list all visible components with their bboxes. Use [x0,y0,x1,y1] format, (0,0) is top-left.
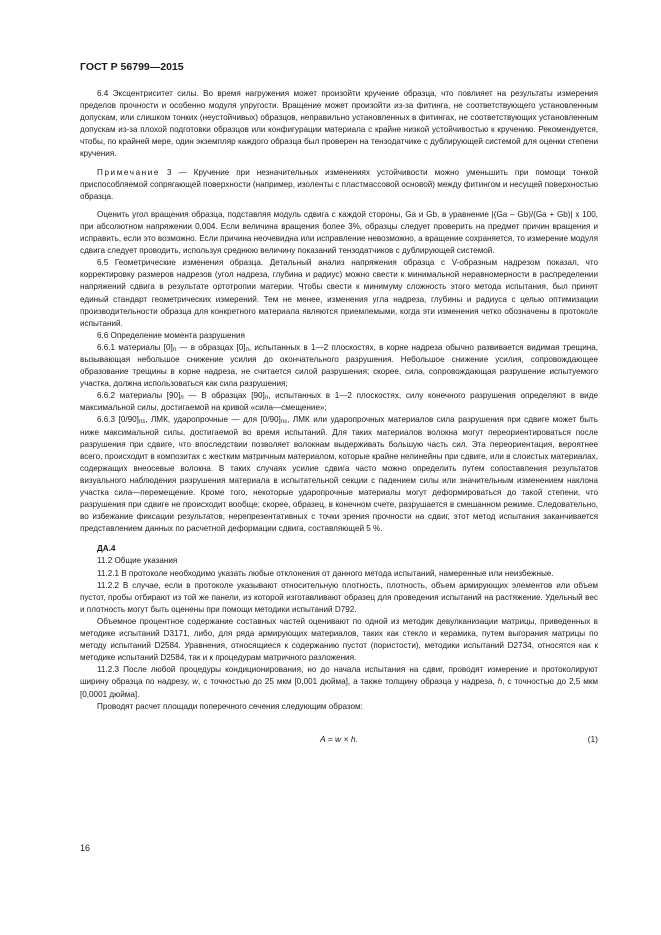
para-11-2-2: 11.2.2 В случае, если в протоколе указывают относительную плотность, плотность, объем армирующих элементов или объем пустот, пробы отбирают из той же панели, из которой изготавливают образец для проведения испытаний на растяжение. Удельный вес и плотность могут быть оценены при помощи методики испытаний D792. [80,580,598,614]
page-number: 16 [80,843,91,853]
note-text: 3 — Кручение при незначительных изменениях устойчивости можно уменьшить при помощи тонкой приспособляемой сопрягающей поверхности (например, изоленты с пластмассовой основой) между фитингом и несущей поверхностью образца. [80,167,598,201]
para-11-2-1: 11.2.1 В протоколе необходимо указать любые отклонения от данного метода испытаний, намеренные или неизбежные. [97,568,554,578]
para-6-6-3: 6.6.3 $[0/90]_{ns}$, ЛМК, ударопрочные — для $[0/90]_{ns}$, ЛМК или ударопрочных материалов сила разрушения при сдвиге может быть ниже максимальной силы, достигаемой во время испытаний. Для таких материалов волокна могут переориентироваться после разрушения при сдвиге, что впоследствии позволяет волокнам выдерживать большую часть сил. Эта переориентация, вероятнее всего, происходит в композитах с жестким матричным материалом, которые крайне нелинейны при сдвиге, или в слоистых материалах, содержащих внеосевые волокна. В таких случаях усилие сдвига часто можно определить путем сопоставления результатов визуального наблюдения разрушения материала в испытательной секции с падением силы или значительным изменением наклона участка сила—перемещение. Кроме того, некоторые ударопрочные материалы могут деформироваться до такой степени, что разрушения при сдвиге не происходит вообще; скорее, образец, в конечном счете, разрушается в смешанном режиме. Следовательно, во избежание фиксации результатов, нерепрезентативных с точки зрения прочности на сдвиг, этот метод испытания заканчивается представлением данных по расчетной деформации сдвига, составляющей 5 %. [80,415,598,534]
para-6-6: 6.6 Определение момента разрушения [97,330,245,340]
formula-1 [80,733,598,749]
formula-expression: A = w × h. [320,733,358,744]
section-heading: ДА.4 [97,544,116,554]
standard-header: ГОСТ Р 56799—2015 [80,61,184,73]
document-body [80,88,598,749]
para-6-4: 6.4 Эксцентриситет силы. Во время нагружения может произойти кручение образца, что повлияет на результаты измерения пределов прочности и особенно модуля упругости. Вращение может произойти из-за фитинга, не соответствующего установленным допускам, или слишком тонких (неустойчивых) образцов, неправильно установленных в фитингах, не соответствующих установленным допускам из-за плохой подготовки образцов или конфигурации материала с крайне низкой устойчивостью к кручению. Рекомендуется, чтобы, по крайней мере, один экземпляр каждого образца был проверен на тензодатчике с дублирующей системой для оценки степени кручения. [80,89,598,159]
para-6-6-2: 6.6.2 материалы $[90]_n$ — В образцах $[90]_n$, испытанных в 1—2 плоскостях, силу конечного разрушения определяют в виде максимальной силы, достигаемой на кривой «сила—смещение»; [80,391,598,413]
para-rotation: Оценить угол вращения образца, подставляя модуль сдвига с каждой стороны, Ga и Gb, в уравнение |(Ga – Gb)/(Ga + Gb)| x 100, при абсолютном напряжении 0,004. Если величина вращения более 3%, образцы следует проверить на предмет причин вращения и исправить, если это возможно. Если причина неочевидна или исправление невозможно, а вращение сохраняется, то измерение модуля сдвига следует проводить, используя среднюю величину показаний тензодатчиков с дублирующей системой. [80,209,599,256]
note-3 [80,167,598,203]
para-11-2-3: 11.2.3 После любой процедуры кондиционирования, но до начала испытания на сдвиг, проводят измерение и протоколируют ширину образца по надрезу, w, с точностью до 25 мкм [0,001 дюйма], а также толщину образца у надреза, h, с точностью до 2,5 мкм [0,0001 дюйма]. [80,665,598,699]
para-volume: Объемное процентное содержание составных частей оценивают по одной из методик девулканизации матрицы, приведенных в методике испытаний D3171, либо, для ряда армирующих материалов, таких как стекло и керамика, путем выгорания матрицы по методу испытаний D2584. Уравнения, относящиеся к содержанию пустот (пористости), методики испытаний D2734, относятся как к методике испытаний D2584, так и к процедурам матричного разложения. [80,616,598,663]
para-calc: Проводят расчет площади поперечного сечения следующим образом: [97,701,363,711]
formula-number: (1) [587,733,598,744]
note-label: Примечание [97,167,161,177]
para-6-6-1: 6.6.1 материалы $[0]_n$ — в образцах $[0]_n$, испытанных в 1—2 плоскостях, в корне надреза обычно развивается видимая трещина, вызывающая небольшое снижение усилия до окончательного разрушения. Небольшое снижение усилия, сопровождающее образование трещины в корне надреза, не считается силой разрушения; скорее, сила, сопровождающая разрушение испытуемого участка, должна использоваться как сила разрушения; [80,342,598,389]
para-11-2: 11.2 Общие указания [97,556,178,566]
para-6-5: 6.5 Геометрические изменения образца. Детальный анализ напряжения образца с V-образным надрезом показал, что корректировку размеров надрезов (угол надреза, глубина и радиус) можно свести к минимальной неравномерности в распределении напряжений сдвига в результате ортотропии материи. Чтобы свести к минимуму сложность этого метода испытания, был принят единый стандарт геометрических измерений. Тем не менее, изменения угла надреза, глубины и радиуса с целью оптимизации производительности образца для конкретного материала являются приемлемыми, когда эти изменения четко обозначены в протоколе испытаний. [80,258,598,328]
